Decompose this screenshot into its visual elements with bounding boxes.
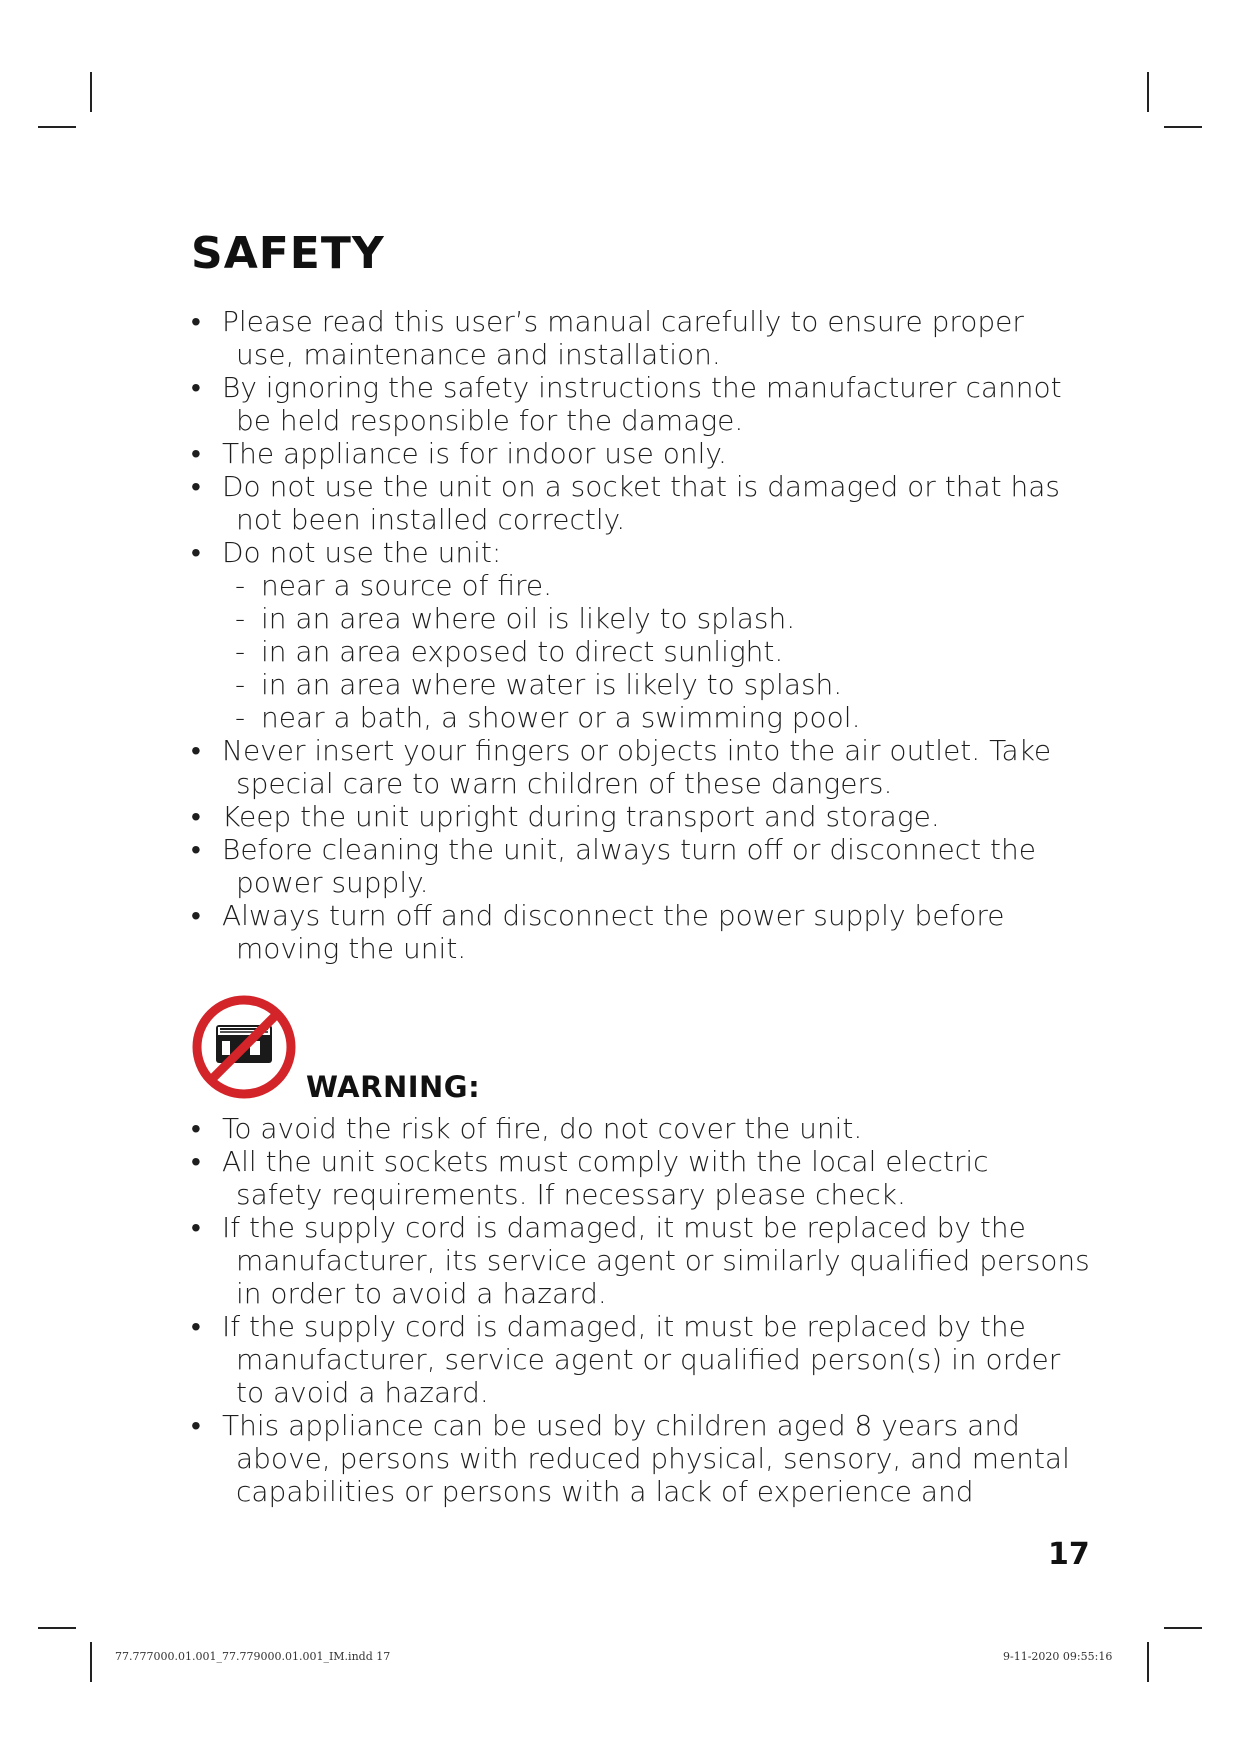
crop-mark-top-right-vertical xyxy=(1147,72,1149,112)
warning-list xyxy=(191,1112,1091,1508)
sub-list-item xyxy=(191,602,1091,635)
item-text-continued: safety requirements. If necessary please check. xyxy=(236,1178,906,1211)
item-text: If the supply cord is damaged, it must be replaced by the xyxy=(222,1211,1026,1244)
sub-item-text: - in an area where oil is likely to splash. xyxy=(261,602,796,635)
item-text-continued: not been installed correctly. xyxy=(236,503,626,536)
crop-mark-top-right-horizontal xyxy=(1164,126,1202,128)
item-text: All the unit sockets must comply with the local electric xyxy=(222,1145,989,1178)
item-text-continued: to avoid a hazard. xyxy=(236,1376,489,1409)
sub-list-item xyxy=(191,668,1091,701)
item-text: Do not use the unit on a socket that is damaged or that has xyxy=(222,470,1060,503)
print-slug-timestamp: 9-11-2020 09:55:16 xyxy=(1003,1650,1113,1663)
warning-label: WARNING: xyxy=(306,1070,481,1104)
item-text-continued: special care to warn children of these dangers. xyxy=(236,767,893,800)
sub-list-item xyxy=(191,701,1091,734)
list-item xyxy=(191,536,1091,569)
item-text-continued: manufacturer, its service agent or similarly qualified persons xyxy=(236,1244,1090,1277)
list-item xyxy=(191,470,1091,536)
item-text-continued: power supply. xyxy=(236,866,429,899)
list-item xyxy=(191,1409,1091,1508)
sub-item-text: - in an area exposed to direct sunlight. xyxy=(261,635,784,668)
item-text: Do not use the unit: xyxy=(222,536,502,569)
item-text: Always turn off and disconnect the power supply before xyxy=(222,899,1005,932)
sub-item-text: - near a bath, a shower or a swimming pool. xyxy=(261,701,861,734)
list-item xyxy=(191,1145,1091,1211)
sub-item-text: - near a source of fire. xyxy=(261,569,553,602)
crop-mark-bottom-right-horizontal xyxy=(1164,1627,1202,1629)
item-text: The appliance is for indoor use only. xyxy=(222,437,727,470)
crop-mark-bottom-left-vertical xyxy=(90,1642,92,1682)
crop-mark-bottom-left-horizontal xyxy=(38,1627,76,1629)
item-text-continued: moving the unit. xyxy=(236,932,467,965)
item-text-continued: be held responsible for the damage. xyxy=(236,404,744,437)
item-text: This appliance can be used by children aged 8 years and xyxy=(222,1409,1020,1442)
page-number: 17 xyxy=(1048,1537,1090,1572)
list-item xyxy=(191,734,1091,800)
page-title: SAFETY xyxy=(191,228,385,279)
item-text: Keep the unit upright during transport and storage. xyxy=(222,800,940,833)
crop-mark-top-left-horizontal xyxy=(38,126,76,128)
list-item xyxy=(191,437,1091,470)
list-item xyxy=(191,1211,1091,1310)
item-text: Please read this user’s manual carefully to ensure proper xyxy=(222,305,1024,338)
item-text: To avoid the risk of fire, do not cover the unit. xyxy=(222,1112,863,1145)
item-text: If the supply cord is damaged, it must be replaced by the xyxy=(222,1310,1026,1343)
item-text-continued: capabilities or persons with a lack of experience and xyxy=(236,1475,974,1508)
sub-item-text: - in an area where water is likely to splash. xyxy=(261,668,843,701)
list-item xyxy=(191,371,1091,437)
list-item xyxy=(191,899,1091,965)
item-text-continued: use, maintenance and installation. xyxy=(236,338,721,371)
item-text-continued: above, persons with reduced physical, sensory, and mental xyxy=(236,1442,1070,1475)
sub-list-item xyxy=(191,569,1091,602)
no-covering-icon xyxy=(190,993,298,1101)
safety-list xyxy=(191,305,1091,965)
item-text-continued: manufacturer, service agent or qualified person(s) in order xyxy=(236,1343,1061,1376)
crop-mark-top-left-vertical xyxy=(90,72,92,112)
item-text: Never insert your fingers or objects into the air outlet. Take xyxy=(222,734,1052,767)
print-slug-filename: 77.777000.01.001_77.779000.01.001_IM.indd 17 xyxy=(115,1650,391,1663)
list-item xyxy=(191,833,1091,899)
list-item xyxy=(191,1112,1091,1145)
list-item xyxy=(191,800,1091,833)
item-text-continued: in order to avoid a hazard. xyxy=(236,1277,607,1310)
list-item xyxy=(191,305,1091,371)
crop-mark-bottom-right-vertical xyxy=(1147,1642,1149,1682)
item-text: By ignoring the safety instructions the manufacturer cannot xyxy=(222,371,1062,404)
item-text: Before cleaning the unit, always turn off or disconnect the xyxy=(222,833,1036,866)
list-item xyxy=(191,1310,1091,1409)
sub-list-item xyxy=(191,635,1091,668)
